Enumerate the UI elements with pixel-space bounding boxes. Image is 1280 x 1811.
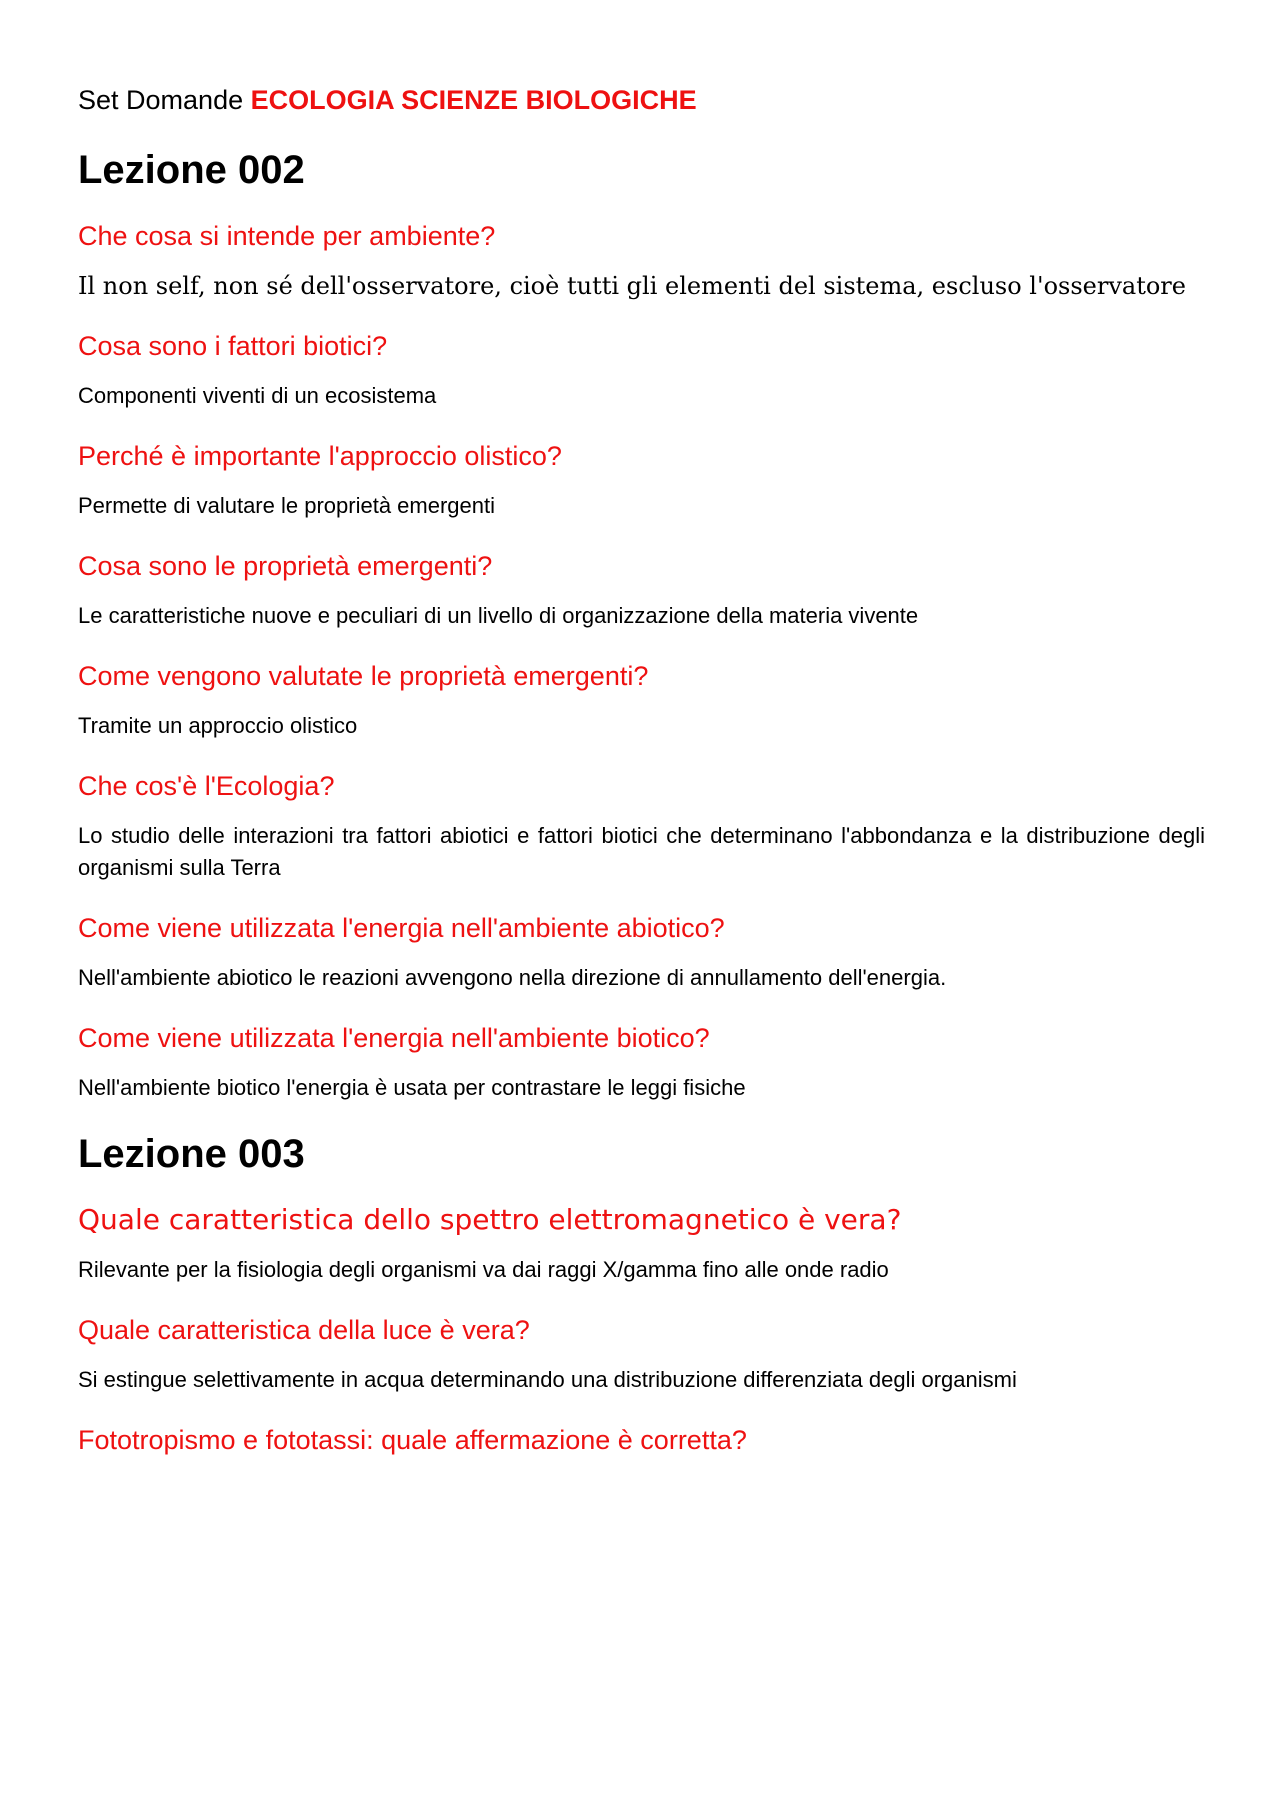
answer: Le caratteristiche nuove e peculiari di un livello di organizzazione della materia vivente [78, 603, 919, 628]
question: Che cosa si intende per ambiente? [78, 221, 496, 251]
answer: Tramite un approccio olistico [78, 713, 358, 738]
question: Come vengono valutate le proprietà emergenti? [78, 661, 649, 691]
answer: Permette di valutare le proprietà emergenti [78, 493, 495, 518]
answer: Si estingue selettivamente in acqua determinando una distribuzione differenziata degli organismi [78, 1367, 1017, 1392]
question: Cosa sono le proprietà emergenti? [78, 551, 493, 581]
answer: Nell'ambiente abiotico le reazioni avvengono nella direzione di annullamento dell'energia. [78, 965, 947, 990]
title-subject: ECOLOGIA SCIENZE BIOLOGICHE [250, 85, 697, 115]
question: Quale caratteristica della luce è vera? [78, 1315, 530, 1345]
lesson-heading: Lezione 003 [78, 1132, 305, 1176]
document-title [78, 78, 1205, 122]
qa-item [78, 214, 1205, 302]
answer: Lo studio delle interazioni tra fattori abiotici e fattori biotici che determinano l'abbondanza e la distribuzione degli organismi sulla Terra [78, 823, 1205, 880]
title-prefix: Set Domande [78, 85, 244, 115]
question: Che cos'è l'Ecologia? [78, 771, 335, 801]
answer: Il non self, non sé dell'osservatore, cioè tutti gli elementi del sistema, escluso l'osservatore [78, 272, 1186, 300]
qa-item [78, 1016, 1205, 1104]
answer: Componenti viventi di un ecosistema [78, 383, 437, 408]
question: Come viene utilizzata l'energia nell'ambiente biotico? [78, 1023, 710, 1053]
question: Quale caratteristica dello spettro elettromagnetico è vera? [78, 1203, 902, 1236]
qa-item [78, 324, 1205, 412]
qa-item [78, 906, 1205, 994]
question: Come viene utilizzata l'energia nell'ambiente abiotico? [78, 913, 725, 943]
answer: Rilevante per la fisiologia degli organismi va dai raggi X/gamma fino alle onde radio [78, 1257, 889, 1282]
qa-item [78, 1308, 1205, 1396]
qa-item [78, 544, 1205, 632]
qa-item [78, 1198, 1205, 1286]
question: Perché è importante l'approccio olistico? [78, 441, 562, 471]
lesson-heading: Lezione 002 [78, 148, 305, 192]
qa-item [78, 764, 1205, 884]
qa-item [78, 434, 1205, 522]
question: Fototropismo e fototassi: quale affermazione è corretta? [78, 1425, 747, 1455]
question: Cosa sono i fattori biotici? [78, 331, 388, 361]
answer: Nell'ambiente biotico l'energia è usata per contrastare le leggi fisiche [78, 1075, 746, 1100]
qa-item [78, 654, 1205, 742]
document-page [78, 78, 1205, 1474]
qa-item [78, 1418, 1205, 1462]
